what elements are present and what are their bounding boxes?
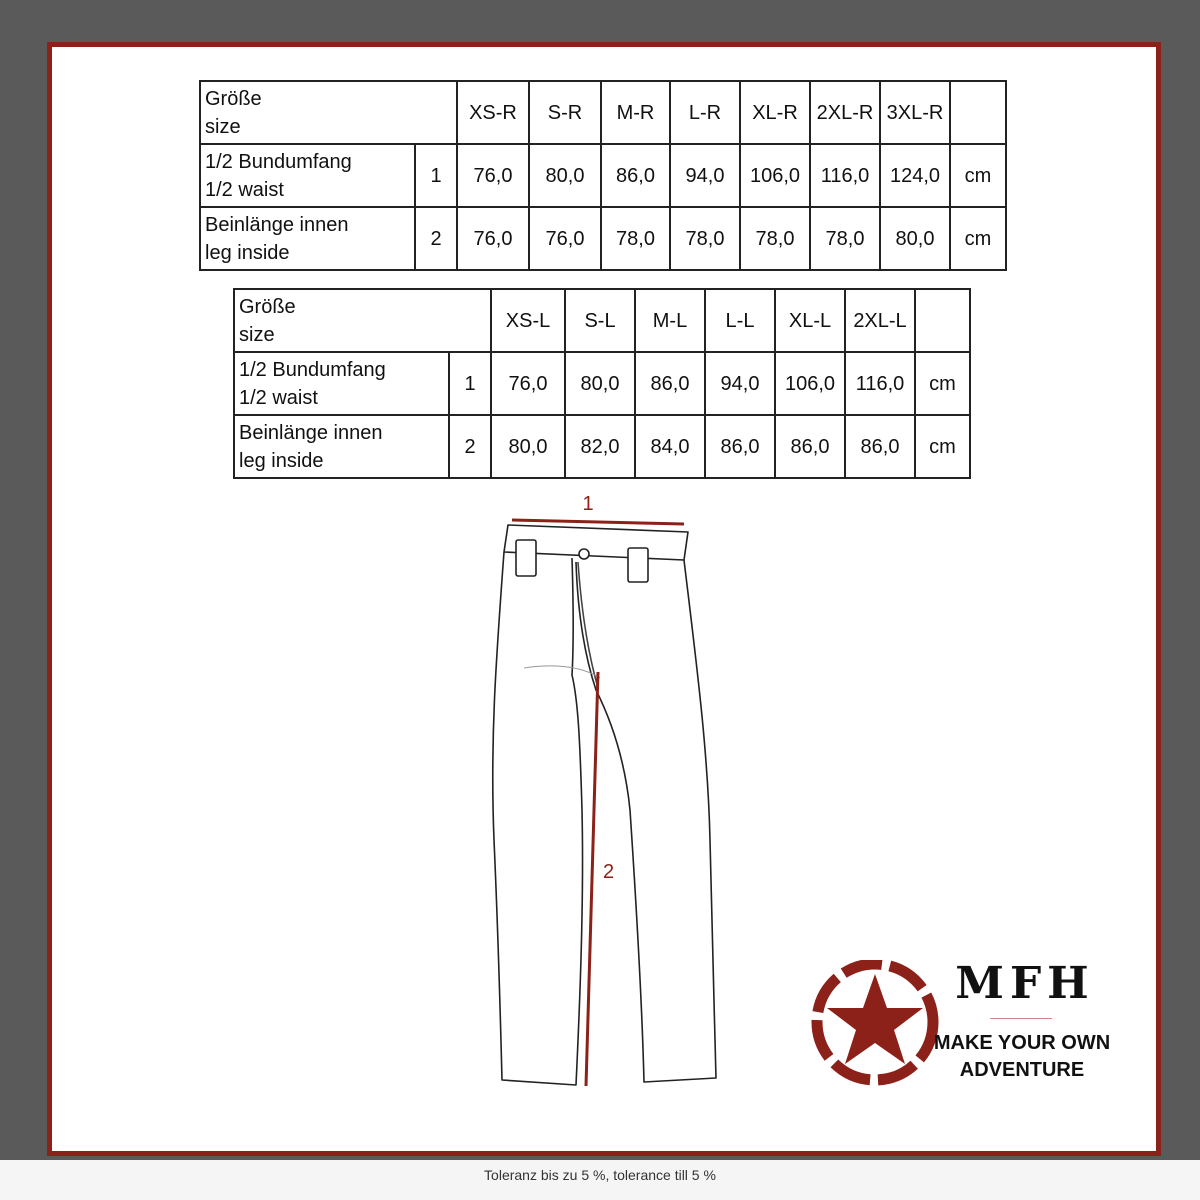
unit-cell: cm: [915, 352, 970, 415]
size-label-en: size: [205, 115, 241, 138]
size-header: S-R: [529, 81, 601, 144]
value-cell: 82,0: [565, 415, 635, 478]
value-cell: 84,0: [635, 415, 705, 478]
value-cell: 80,0: [529, 144, 601, 207]
size-header: XL-R: [740, 81, 810, 144]
value-cell: 86,0: [845, 415, 915, 478]
value-cell: 106,0: [740, 144, 810, 207]
size-label-de: Größe: [239, 295, 296, 318]
row-label: [234, 352, 449, 415]
row-label-en: 1/2 waist: [205, 178, 284, 201]
unit-cell: cm: [950, 144, 1006, 207]
unit-header: [950, 81, 1006, 144]
size-header: L-R: [670, 81, 740, 144]
size-header: L-L: [705, 289, 775, 352]
table-row-waist: [200, 144, 1006, 207]
waist-measure-line: [512, 520, 684, 524]
value-cell: 78,0: [601, 207, 670, 270]
value-cell: 78,0: [810, 207, 880, 270]
value-cell: 124,0: [880, 144, 950, 207]
size-label-en: size: [239, 323, 275, 346]
value-cell: 86,0: [635, 352, 705, 415]
tolerance-note: Toleranz bis zu 5 %, tolerance till 5 %: [484, 1167, 716, 1183]
row-label-en: leg inside: [205, 241, 290, 264]
trousers-outline: [493, 525, 716, 1085]
row-label-de: Beinlänge innen: [205, 213, 349, 236]
table-row-leg: [200, 207, 1006, 270]
brand-name: MFH: [955, 958, 1095, 1009]
value-cell: 86,0: [705, 415, 775, 478]
row-label: [200, 207, 415, 270]
row-number: 1: [449, 352, 491, 415]
slogan-line-2: ADVENTURE: [959, 1059, 1085, 1081]
star-icon: [817, 964, 933, 1080]
size-label-de: Größe: [205, 87, 262, 110]
unit-header: [915, 289, 970, 352]
table-header-row: [200, 81, 1006, 144]
row-number: 1: [415, 144, 457, 207]
value-cell: 106,0: [775, 352, 845, 415]
leg-marker: 2: [603, 861, 615, 883]
slogan-line-1: MAKE YOUR OWN: [933, 1032, 1111, 1054]
size-header: XS-R: [457, 81, 529, 144]
size-table-long: [233, 288, 971, 479]
row-label-de: 1/2 Bundumfang: [205, 150, 352, 173]
value-cell: 78,0: [740, 207, 810, 270]
value-cell: 76,0: [491, 352, 565, 415]
leg-measure-line: [586, 672, 598, 1086]
value-cell: 116,0: [810, 144, 880, 207]
size-header: XL-L: [775, 289, 845, 352]
row-label-en: 1/2 waist: [239, 386, 318, 409]
brand-divider: [990, 1018, 1052, 1019]
row-label: [234, 415, 449, 478]
value-cell: 94,0: [670, 144, 740, 207]
size-header: 3XL-R: [880, 81, 950, 144]
size-header: XS-L: [491, 289, 565, 352]
value-cell: 80,0: [565, 352, 635, 415]
table-row-waist: [234, 352, 970, 415]
size-header: M-L: [635, 289, 705, 352]
table-row-leg: [234, 415, 970, 478]
value-cell: 78,0: [670, 207, 740, 270]
unit-cell: cm: [950, 207, 1006, 270]
row-label-de: Beinlänge innen: [239, 421, 383, 444]
table-header-row: [234, 289, 970, 352]
row-number: 2: [449, 415, 491, 478]
value-cell: 76,0: [529, 207, 601, 270]
trousers-diagram: [460, 480, 740, 1100]
size-label-cell: [200, 81, 457, 144]
row-label-en: leg inside: [239, 449, 324, 472]
unit-cell: cm: [915, 415, 970, 478]
size-label-cell: [234, 289, 491, 352]
value-cell: 76,0: [457, 144, 529, 207]
row-label: [200, 144, 415, 207]
size-header: S-L: [565, 289, 635, 352]
value-cell: 116,0: [845, 352, 915, 415]
waist-marker: 1: [582, 493, 594, 515]
row-number: 2: [415, 207, 457, 270]
value-cell: 76,0: [457, 207, 529, 270]
value-cell: 94,0: [705, 352, 775, 415]
row-label-de: 1/2 Bundumfang: [239, 358, 386, 381]
size-header: 2XL-L: [845, 289, 915, 352]
value-cell: 80,0: [880, 207, 950, 270]
size-header: M-R: [601, 81, 670, 144]
size-table-regular: [199, 80, 1007, 271]
value-cell: 80,0: [491, 415, 565, 478]
value-cell: 86,0: [775, 415, 845, 478]
brand-slogan: [932, 1030, 1112, 1084]
value-cell: 86,0: [601, 144, 670, 207]
size-header: 2XL-R: [810, 81, 880, 144]
